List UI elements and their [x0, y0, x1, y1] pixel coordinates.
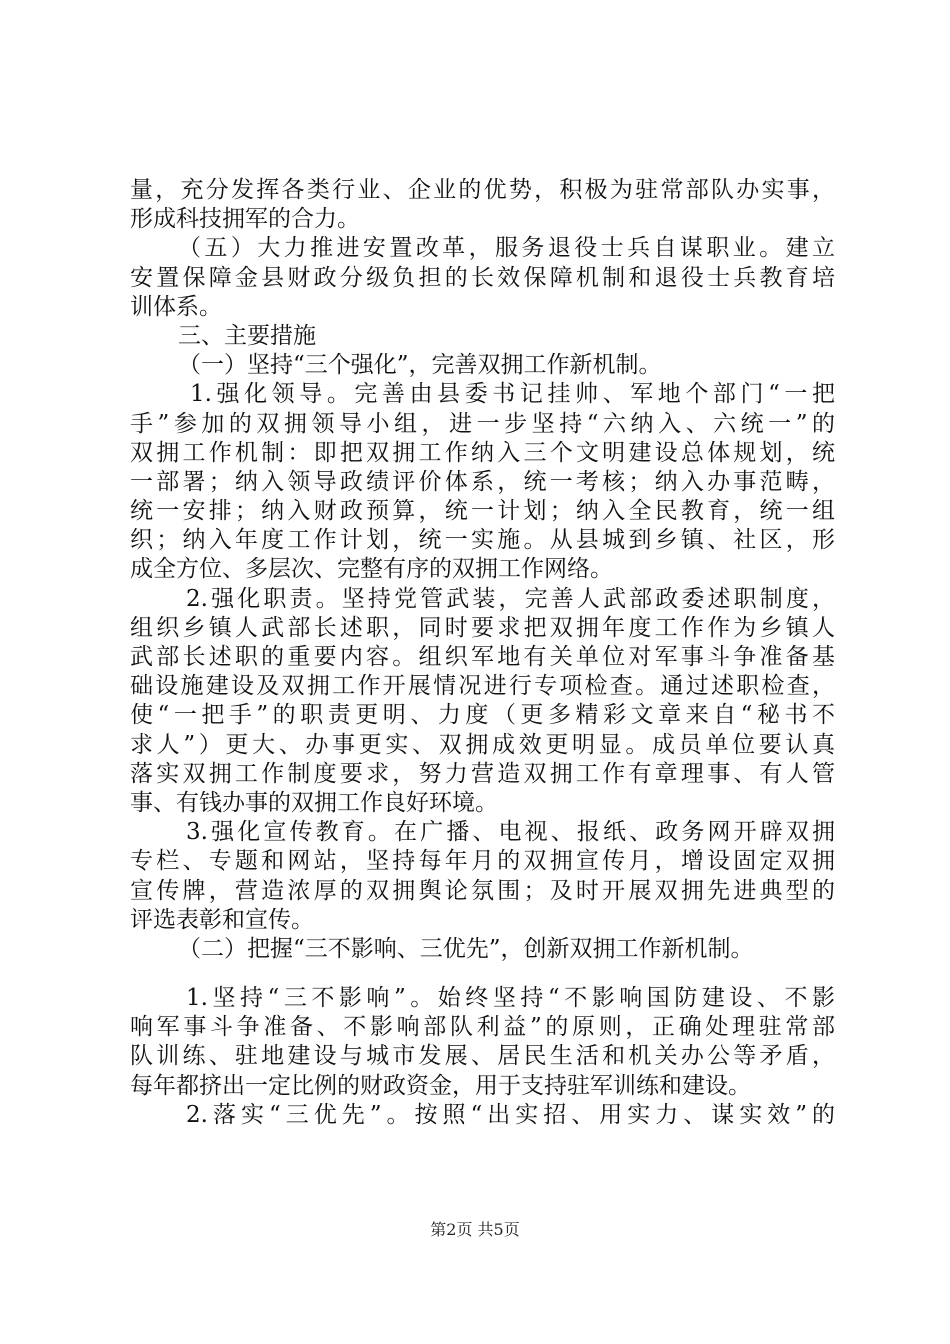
text-line: （五）大力推进安置改革，服务退役士兵自谋职业。建立 — [178, 235, 835, 262]
text-line: 每年都挤出一定比例的财政资金，用于支持驻军训练和建设。 — [130, 1072, 751, 1099]
text-line: 量，充分发挥各类行业、企业的优势，积极为驻常部队办实事， — [130, 177, 835, 203]
subsection-heading — [130, 351, 835, 380]
text-line: 1.强化领导。完善由县委书记挂帅、军地个部门“一把 — [190, 381, 835, 408]
paragraph — [130, 1101, 835, 1130]
text-line: 落实双拥工作制度要求，努力营造双拥工作有章理事、有人管 — [130, 760, 835, 787]
text-line: 2.强化职责。坚持党管武装，完善人武部政委述职制度， — [186, 585, 835, 612]
text-line: 2.落实“三优先”。按照“出实招、用实力、谋实效”的 — [186, 1101, 835, 1128]
text-line: 1.坚持“三不影响”。始终坚持“不影响国防建设、不影 — [186, 985, 835, 1012]
blank-gap — [130, 964, 835, 984]
text-line: 专栏、专题和网站，坚持每年月的双拥宣传月，增设固定双拥 — [130, 848, 835, 875]
text-line: 双拥工作机制：即把双拥工作纳入三个文明建设总体规划，统 — [130, 439, 835, 466]
text-line: 一部署；纳入领导政绩评价体系，统一考核；纳入办事范畴， — [130, 468, 835, 495]
text-line: 宣传牌，营造浓厚的双拥舆论氛围；及时开展双拥先进典型的 — [130, 877, 835, 904]
text-line: （一）坚持“三个强化”，完善双拥工作新机制。 — [178, 352, 662, 379]
text-line: 手”参加的双拥领导小组，进一步坚持“六纳入、六统一”的 — [130, 410, 835, 437]
paragraph — [130, 176, 835, 234]
text-line: 安置保障金县财政分级负担的长效保障机制和退役士兵教育培 — [130, 264, 835, 291]
text-line: 织；纳入年度工作计划，统一实施。从县城到乡镇、社区，形 — [130, 527, 835, 554]
subsection-heading — [130, 935, 835, 964]
section-heading — [130, 322, 835, 351]
text-line: 队训练、驻地建设与城市发展、居民生活和机关办公等矛盾， — [130, 1043, 835, 1070]
text-line: 响军事斗争准备、不影响部队利益”的原则，正确处理驻常部 — [130, 1014, 835, 1041]
text-line: （二）把握“三不影响、三优先”，创新双拥工作新机制。 — [178, 935, 754, 962]
text-line: 使“一把手”的职责更明、力度（更多精彩文章来自“秘书不 — [130, 702, 835, 729]
paragraph — [130, 234, 835, 322]
text-line: 础设施建设及双拥工作开展情况进行专项检查。通过述职检查， — [130, 673, 835, 700]
text-line: 求人”）更大、办事更实、双拥成效更明显。成员单位要认真 — [130, 731, 835, 758]
text-line: 统一安排；纳入财政预算，统一计划；纳入全民教育，统一组 — [130, 498, 835, 525]
text-line: 武部长述职的重要内容。组织军地有关单位对军事斗争准备基 — [130, 644, 835, 670]
text-line: 3.强化宣传教育。在广播、电视、报纸、政务网开辟双拥 — [186, 819, 835, 846]
text-line: 三、主要措施 — [178, 322, 316, 349]
text-line: 成全方位、多层次、完整有序的双拥工作网络。 — [130, 556, 613, 583]
text-line: 形成科技拥军的合力。 — [130, 206, 360, 233]
paragraph — [130, 818, 835, 935]
text-line: 组织乡镇人武部长述职，同时要求把双拥年度工作作为乡镇人 — [130, 614, 835, 641]
text-line: 事、有钱办事的双拥工作良好环境。 — [130, 789, 498, 816]
text-line: 训体系。 — [130, 293, 222, 320]
paragraph — [130, 984, 835, 1101]
paragraph — [130, 380, 835, 584]
text-line: 评选表彰和宣传。 — [130, 906, 314, 933]
page-number-footer: 第2页 共5页 — [430, 1220, 520, 1239]
paragraph — [130, 585, 835, 819]
document-body — [130, 176, 835, 1130]
